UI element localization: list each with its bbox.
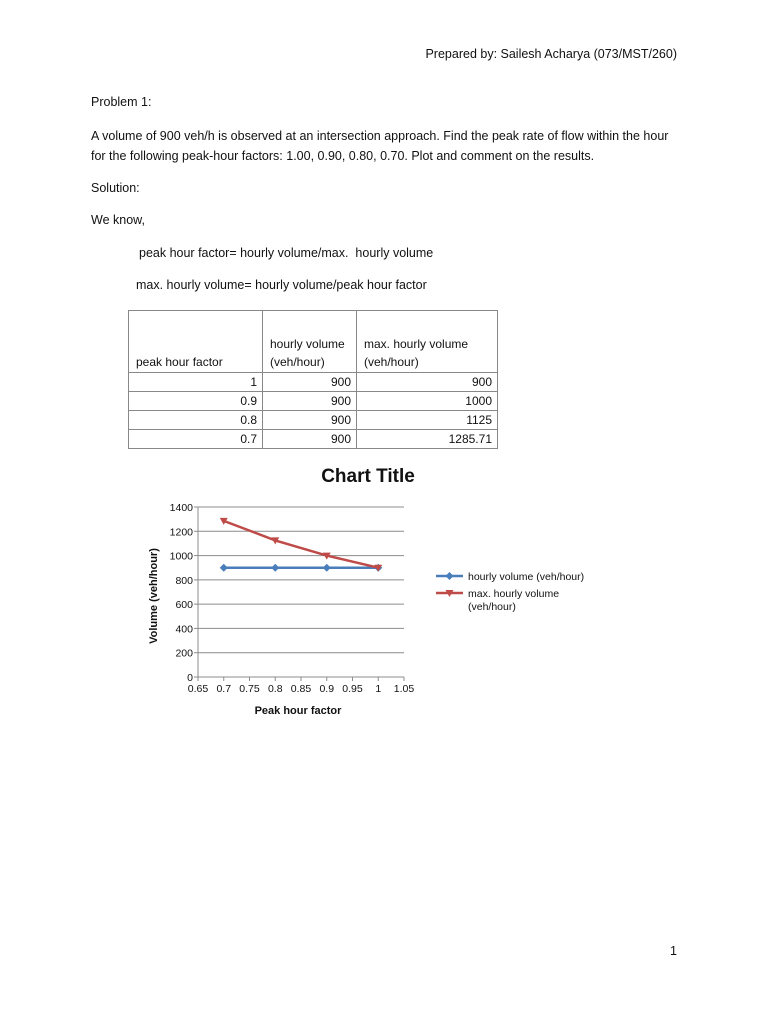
table-row [129, 373, 498, 392]
chart-title: Chart Title [321, 466, 415, 487]
x-tick-label: 1 [375, 683, 382, 695]
y-tick-label: 1400 [169, 502, 193, 514]
legend [436, 571, 584, 613]
x-tick-label: 0.8 [267, 683, 283, 695]
table-cell: 900 [263, 411, 357, 430]
data-point-diamond [374, 564, 382, 572]
x-tick-label: 1.05 [393, 683, 415, 695]
y-tick-label: 1000 [169, 550, 193, 563]
y-tick-label: 200 [175, 647, 193, 660]
data-point-triangle [446, 590, 454, 597]
y-tick-label: 600 [175, 599, 193, 612]
y-tick-label: 400 [175, 623, 193, 636]
table-row [129, 430, 498, 449]
x-tick-label: 0.7 [216, 683, 232, 695]
table-header-row [129, 311, 498, 373]
solution-title: Solution: [91, 181, 140, 195]
problem-title: Problem 1: [91, 95, 152, 109]
table-header: peak hour factor [129, 311, 263, 373]
data-point-diamond [271, 564, 279, 572]
table-header: max. hourly volume (veh/hour) [357, 311, 498, 373]
table-cell: 0.7 [129, 430, 263, 449]
table-cell: 1 [129, 373, 263, 392]
legend-label: hourly volume (veh/hour) [468, 571, 585, 583]
series-line [224, 521, 379, 568]
data-point-diamond [220, 564, 228, 572]
data-point-triangle [323, 553, 331, 560]
table-cell: 900 [357, 373, 498, 392]
we-know-text: We know, [91, 213, 145, 227]
table-cell: 900 [263, 392, 357, 411]
table-row [129, 392, 498, 411]
data-point-triangle [271, 537, 279, 544]
table-cell: 1000 [357, 392, 498, 411]
x-tick-label: 0.95 [342, 683, 363, 695]
y-tick-label: 800 [175, 574, 193, 587]
problem-statement: A volume of 900 veh/h is observed at an intersection approach. Find the peak rate of flow within the hour for the following peak-hour factors: 1.00, 0.90, 0.80, 0.70. Plot and comment on the results. [91, 129, 669, 163]
y-tick-label: 1200 [169, 526, 193, 539]
data-point-triangle [374, 565, 382, 572]
data-point-triangle [220, 518, 228, 525]
data-table [128, 310, 498, 449]
plot-area [170, 502, 415, 695]
table-cell: 0.9 [129, 392, 263, 411]
formula-max-volume: max. hourly volume= hourly volume/peak hour factor [136, 278, 427, 292]
table-cell: 1285.71 [357, 430, 498, 449]
table-row [129, 411, 498, 430]
table-cell: 900 [263, 430, 357, 449]
x-tick-label: 0.9 [319, 683, 335, 695]
x-tick-label: 0.65 [187, 683, 209, 695]
data-point-diamond [323, 564, 331, 572]
y-tick-label: 0 [187, 672, 193, 684]
formula-phf: peak hour factor= hourly volume/max. hourly volume [139, 246, 434, 260]
x-tick-label: 0.75 [239, 683, 260, 695]
table-header: hourly volume (veh/hour) [263, 311, 357, 373]
prepared-by: Prepared by: Sailesh Acharya (073/MST/260) [425, 47, 677, 61]
legend-label: max. hourly volume (veh/hour) [468, 588, 560, 613]
x-axis-label: Peak hour factor [254, 705, 342, 717]
table-cell: 0.8 [129, 411, 263, 430]
y-axis-label: Volume (veh/hour) [148, 548, 160, 644]
table-cell: 1125 [357, 411, 498, 430]
page-number: 1 [670, 944, 677, 958]
data-point-diamond [446, 572, 454, 580]
table-cell: 900 [263, 373, 357, 392]
x-tick-label: 0.85 [290, 683, 312, 695]
